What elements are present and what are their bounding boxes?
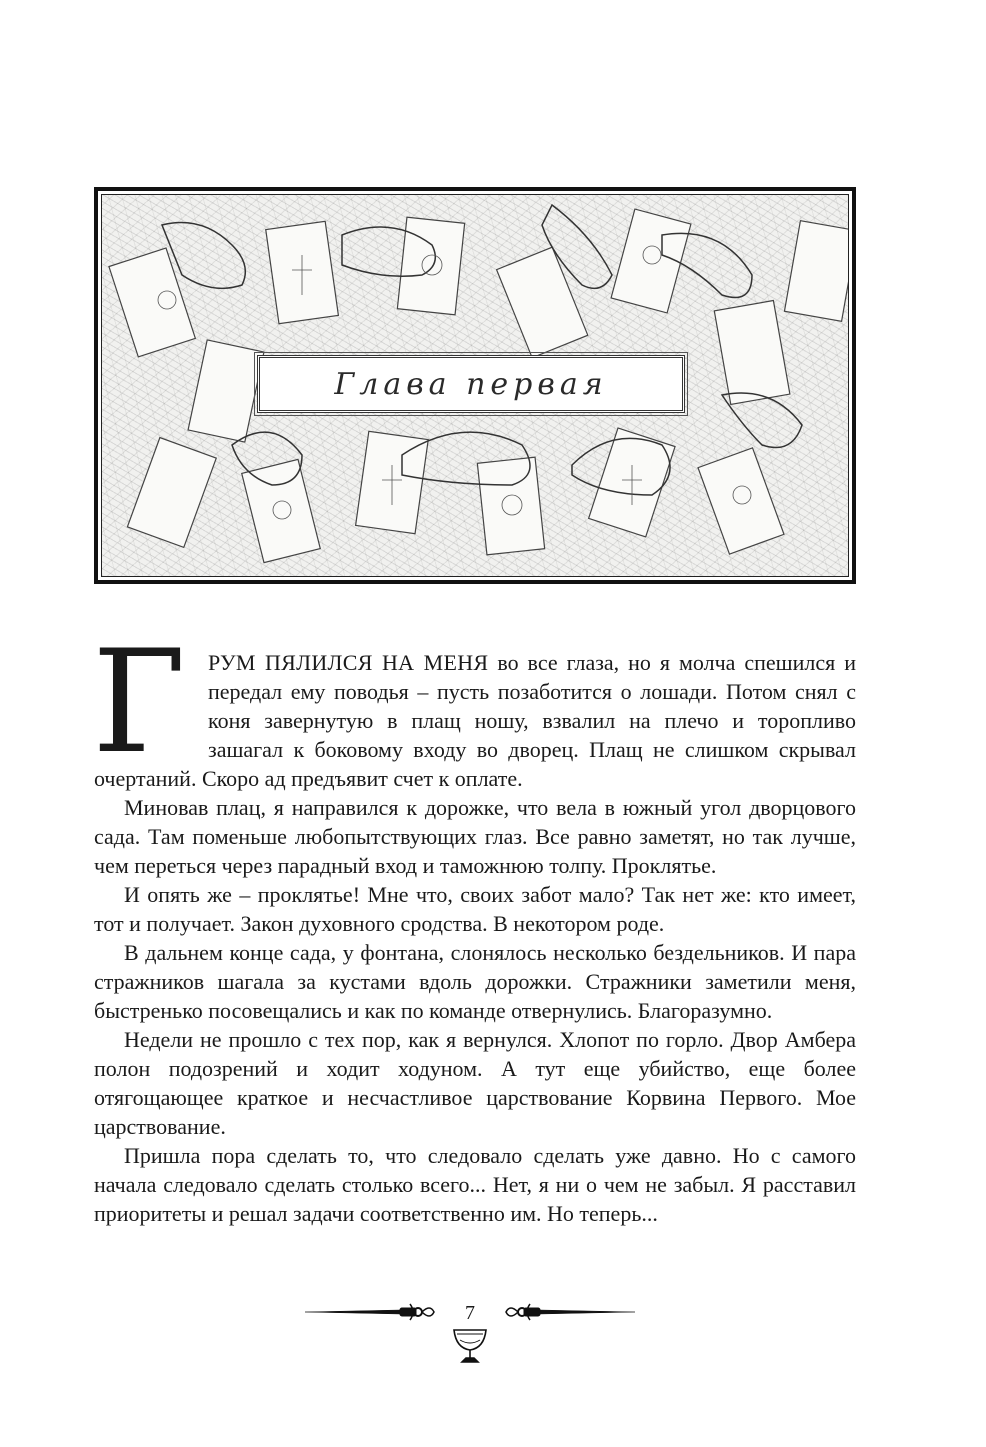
paragraph-1-text: во все глаза, но я молча спешился и передал ему поводья – пусть позаботится о лошади. Потом снял с коня завернутую в плащ ношу, взвалил на плечо и торопливо зашагал к боковому входу во дворец. Плащ не слишком скрывал очертаний. Скоро ад предъявит счет к оплате. [94,650,856,791]
paragraph-3: И опять же – проклятье! Мне что, своих забот мало? Так нет же: кто имеет, тот и получает. Закон духовного сродства. В некотором роде. [94,882,856,936]
drop-cap: Г [92,620,187,785]
paragraph-4: В дальнем конце сада, у фонтана, слонялось несколько бездельников. И пара стражников шагала за кустами вдоль дорожки. Стражники заметили меня, быстренько посовещались и как по команде отвернулись. Благоразумно. [94,940,856,1023]
chapter-title: Глава первая [334,366,608,402]
page-number: 7 [465,1302,475,1324]
chapter-title-box [257,355,685,413]
left-sword-icon [305,1304,434,1320]
chapter-text [92,620,856,1228]
chalice-icon [454,1330,486,1362]
lead-caps: РУМ ПЯЛИЛСЯ НА МЕНЯ [208,650,489,675]
paragraph-6: Пришла пора сделать то, что следовало сделать уже давно. Но с самого начала следовало сделать столько всего... Нет, я ни о чем не забыл. Я расставил приоритеты и решал задачи соответственно им. Но теперь... [94,1143,856,1226]
right-sword-icon [506,1304,635,1320]
paragraph-1 [92,620,856,793]
paragraph-2: Миновав плац, я направился к дорожке, что вела в южный угол дворцового сада. Там поменьше любопытствующих глаз. Все равно заметят, но так лучше, чем переться через парадный вход и таможнюю толпу. Проклятье. [94,795,856,878]
paragraph-5: Недели не прошло с тех пор, как я вернулся. Хлопот по горло. Двор Амбера полон подозрений и ходит ходуном. А тут еще убийство, еще более отягощающее краткое и несчастливое царствование Корвина Первого. Мое царствование. [94,1027,856,1139]
